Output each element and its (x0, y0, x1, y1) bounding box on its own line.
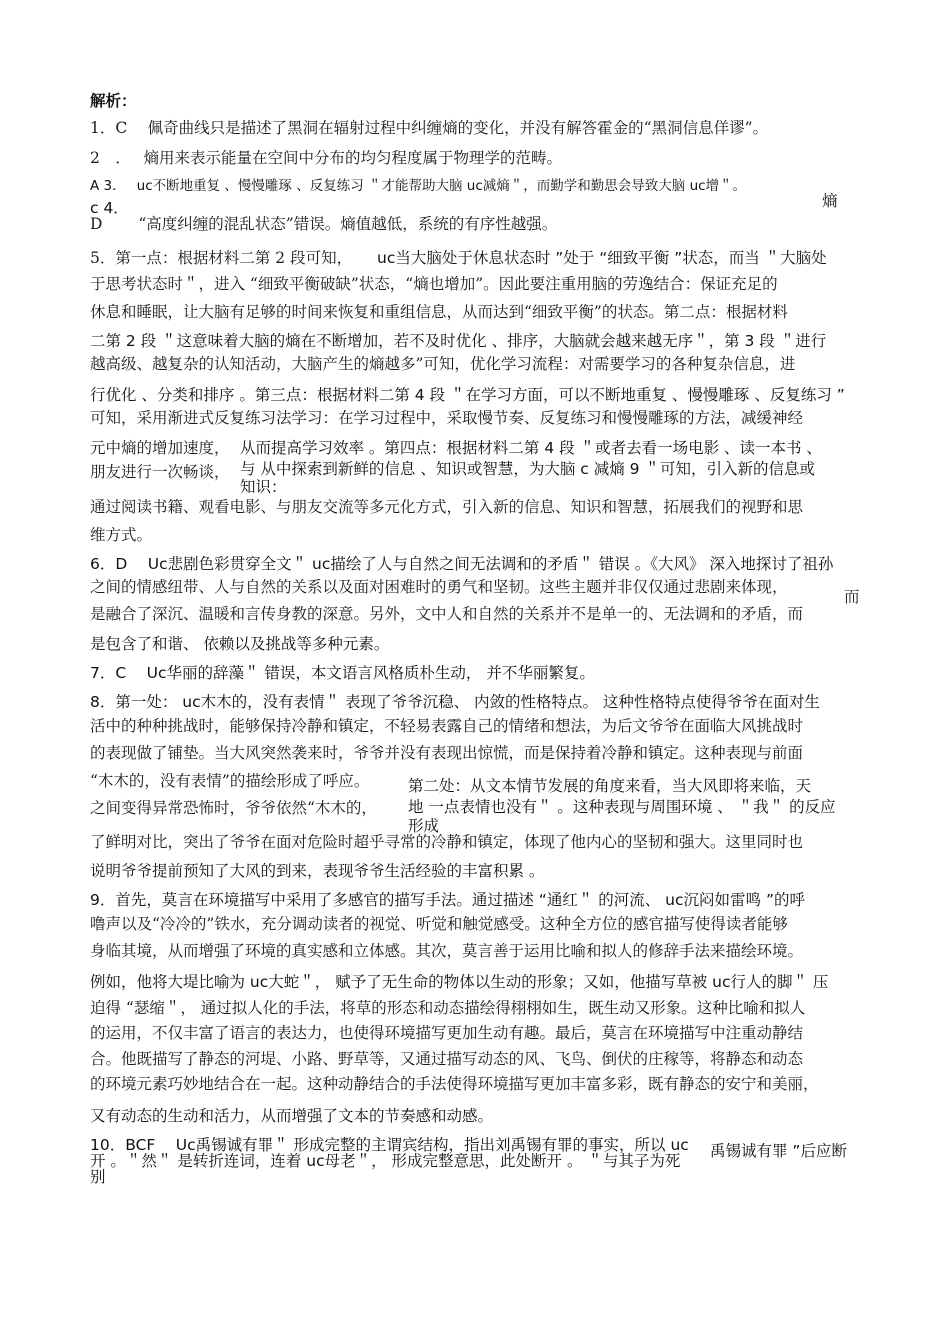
answer-5-line: 从而提高学习效率 。第四点：根据材料二第 4 段 ＂或者去看一场电影 、读一本书 、 (240, 439, 822, 457)
answer-5-line: 与 从中探索到新鲜的信息 、知识或智慧，为大脑 c 减熵 9 ＂可知，引入新的信息或 (240, 460, 815, 478)
answer-4-label: c 4． (90, 199, 129, 217)
answer-9-line: 又有动态的生动和活力，从而增强了文本的节奏感和动感。 (90, 1107, 494, 1125)
answer-5-start: 5．第一点：根据材料二第 2 段可知， (90, 249, 353, 267)
answer-3: A 3． uc不断地重复 、慢慢雕琢 、反复练习 ＂才能帮助大脑 uc减熵＂，而勤学和勤思会导致大脑 uc增＂。 (90, 178, 747, 194)
answer-8: 8．第一处： uc木木的，没有表情＂ 表现了爷爷沉稳、 内敛的性格特点。 这种性格特点使得爷爷在面对生 (90, 693, 820, 711)
answer-8-line: 形成 (408, 817, 440, 835)
answer-5-line: 可知，采用渐进式反复练习法学习：在学习过程中，采取慢节奏、反复练习和慢慢雕琢的方法，减缓神经 (90, 409, 804, 427)
answer-7: 7．C Uc华丽的辞藻＂ 错误，本文语言风格质朴生动， 并不华丽繁复。 (90, 664, 595, 682)
answer-8-line: 之间变得异常恐怖时，爷爷依然“木木的， (90, 799, 377, 817)
answer-9-line: 的环境元素巧妙地结合在一起。这种动静结合的手法使得环境描写更加丰富多彩，既有静态的安宁和美丽， (90, 1075, 819, 1093)
answer-10-line: 别 (90, 1168, 106, 1186)
answer-6-line: 是融合了深沉、温暖和言传身教的深意。另外，文中人和自然的关系并不是单一的、无法调和的矛盾，而 (90, 605, 804, 623)
answer-10-line: 开 。＂然＂ 是转折连词，连着 uc母老＂， 形成完整意思，此处断开 。 ＂与其子为死 (90, 1152, 681, 1170)
answer-5-cont: uc当大脑处于休息状态时 ”处于 “细致平衡 ”状态，而当 ＂大脑处 (377, 249, 827, 267)
answer-8-line: 了鲜明对比，突出了爷爷在面对危险时超乎寻常的冷静和镇定，体现了他内心的坚韧和强大。这里同时也 (90, 833, 804, 851)
answer-9: 9．首先，莫言在环境描写中采用了多感官的描写手法。通过描述 “通红＂ 的河流、 uc沉闷如雷鸣 ”的呼 (90, 891, 805, 909)
answer-6: 6．D Uc悲剧色彩贯穿全文＂ uc描绘了人与自然之间无法调和的矛盾＂ 错误 。《大风》 深入地探讨了祖孙 (90, 555, 834, 573)
answer-6-line: 而 (844, 588, 860, 606)
answer-9-line: 噜声以及“冷冷的”铁水，充分调动读者的视觉、听觉和触觉感受。这种全方位的感官描写使得读者能够 (90, 915, 788, 933)
answer-8-line: 活中的种种挑战时，能够保持冷静和镇定，不轻易表露自己的情绪和想法，为后文爷爷在面临大风挑战时 (90, 717, 804, 735)
answer-5-line: 休息和睡眠，让大脑有足够的时间来恢复和重组信息，从而达到“细致平衡”的状态。第二点：根据材料 (90, 303, 788, 321)
answer-9-line: 身临其境，从而增强了环境的真实感和立体感。其次，莫言善于运用比喻和拟人的修辞手法来描绘环境。 (90, 942, 804, 960)
answer-8-line: 的表现做了铺垫。当大风突然袭来时，爷爷并没有表现出惊慌，而是保持着冷静和镇定。这种表现与前面 (90, 744, 804, 762)
answer-5-line: 朋友进行一次畅谈， (90, 463, 230, 481)
answer-5-line: 元中熵的增加速度， (90, 439, 230, 457)
answer-8-line: “木木的，没有表情”的描绘形成了呼应。 (90, 772, 370, 790)
answer-5-line: 行优化 、分类和排序 。第三点：根据材料二第 4 段 ＂在学习方面，可以不断地重复 、慢慢雕琢 、反复练习 ” (90, 386, 845, 404)
analysis-heading: 解析： (90, 92, 137, 110)
answer-4-5: D “高度纠缠的混乱状态”错误。熵值越低，系统的有序性越强。 (90, 215, 558, 233)
answer-10-cont: 禹锡诚有罪 ”后应断 (710, 1142, 847, 1160)
answer-6-line: 之间的情感纽带、人与自然的关系以及面对困难时的勇气和坚韧。这些主题并非仅仅通过悲剧来体现， (90, 578, 788, 596)
answer-3-overflow: 熵 (822, 192, 838, 210)
answer-5-line: 通过阅读书籍、观看电影、与朋友交流等多元化方式，引入新的信息、知识和智慧，拓展我们的视野和思 (90, 498, 804, 516)
answer-9-line: 合。他既描写了静态的河堤、小路、野草等，又通过描写动态的风、飞鸟、倒伏的庄稼等，将静态和动态 (90, 1050, 804, 1068)
answer-9-line: 的运用，不仅丰富了语言的表达力，也使得环境描写更加生动有趣。最后，莫言在环境描写中注重动静结 (90, 1024, 804, 1042)
answer-2: 2 ． 熵用来表示能量在空间中分布的均匀程度属于物理学的范畴。 (90, 149, 563, 167)
answer-1: 1．C 佩奇曲线只是描述了黑洞在辐射过程中纠缠熵的变化，并没有解答霍金的“黑洞信息佯谬”。 (90, 119, 768, 137)
answer-6-line: 是包含了和谐、 依赖以及挑战等多种元素。 (90, 635, 390, 653)
answer-5-line: 于思考状态时＂，进入 “细致平衡破缺”状态，“熵也增加”。因此要注重用脑的劳逸结合：保证充足的 (90, 275, 778, 293)
answer-10: 10．BCF Uc禹锡诚有罪＂ 形成完整的主谓宾结构，指出刘禹锡有罪的事实，所以 uc (90, 1136, 689, 1154)
answer-8-line: 第二处：从文本情节发展的角度来看，当大风即将来临，天 (408, 777, 812, 795)
answer-9-line: 例如，他将大堤比喻为 uc大蛇＂， 赋予了无生命的物体以生动的形象；又如，他描写草被 uc行人的脚＂ 压 (90, 973, 829, 991)
answer-9-line: 迫得 “瑟缩＂， 通过拟人化的手法，将草的形态和动态描绘得栩栩如生，既生动又形象。这种比喻和拟人 (90, 999, 806, 1017)
answer-5-line: 越高级、越复杂的认知活动，大脑产生的熵越多”可知，优化学习流程：对需要学习的各种复杂信息，进 (90, 355, 796, 373)
answer-8-line: 说明爷爷提前预知了大风的到来，表现爷爷生活经验的丰富积累 。 (90, 862, 545, 880)
answer-8-line: 地 一点表情也没有＂ 。这种表现与周围环境 、 ＂我＂ 的反应 (408, 798, 836, 816)
answer-5-line: 知识： (240, 478, 287, 496)
answer-5-line: 二第 2 段 ＂这意味着大脑的熵在不断增加，若不及时优化 、排序，大脑就会越来越无序＂，第 3 段 ＂进行 (90, 332, 827, 350)
answer-5-line: 维方式。 (90, 526, 153, 544)
